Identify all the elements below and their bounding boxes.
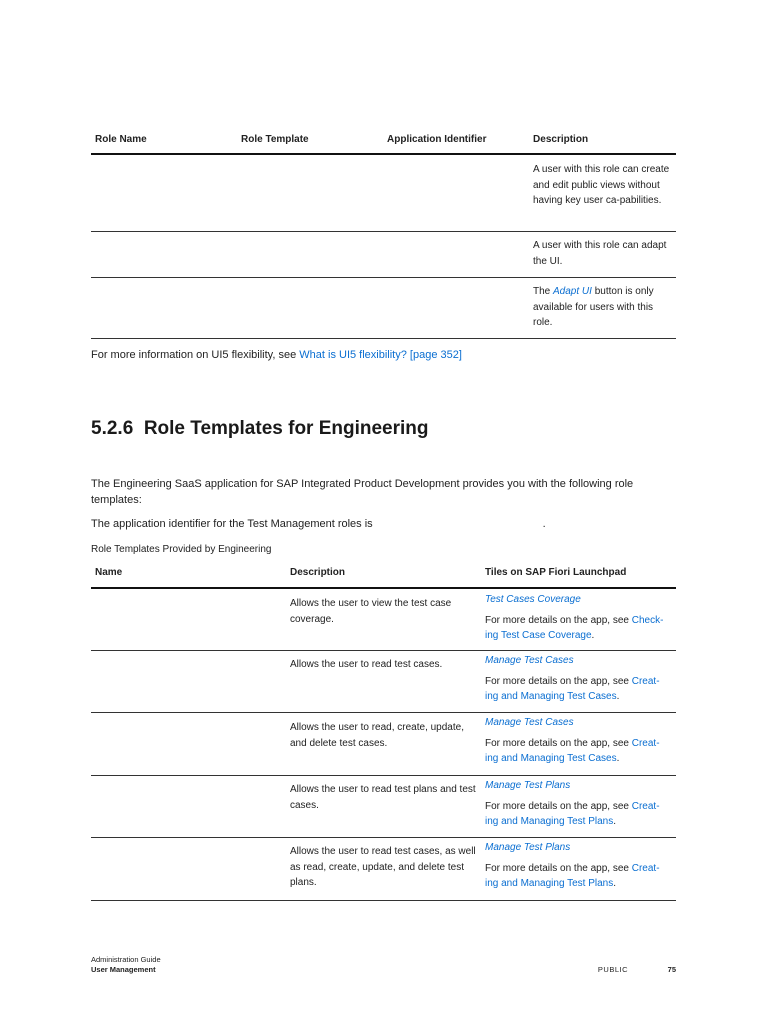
more-info-paragraph: For more information on UI5 flexibility, see What is UI5 flexibility? [page 352] [91,349,462,361]
col-application-identifier: Application Identifier [387,134,487,145]
col-description: Description [533,134,589,145]
app-doc-link[interactable]: Creat-ing and Managing Test Plans [485,800,660,827]
col-role-template: Role Template [241,134,309,145]
row-description: Allows the user to read test cases. [290,659,443,670]
footer-page-number: 75 [667,965,676,974]
tile-link[interactable]: Manage Test Plans [485,842,571,853]
app-doc-link[interactable]: Creat-ing and Managing Test Cases [485,675,660,702]
col-tiles: Tiles on SAP Fiori Launchpad [485,567,627,578]
table-row [91,278,676,339]
tile-link[interactable]: Manage Test Cases [485,717,574,728]
footer-guide: Administration Guide [91,955,161,964]
col-role-name: Role Name [95,134,147,145]
tile-link[interactable]: Manage Test Cases [485,655,574,666]
row-tiles: Manage Test Plans For more details on the app, see Creat-ing and Managing Test Plans. [481,776,676,837]
table-row [91,155,676,232]
table-row [91,651,676,713]
section-heading: 5.2.6 Role Templates for Engineering [91,418,429,439]
engineering-table-header [91,567,676,589]
table-row [91,838,676,901]
row-description: A user with this role can adapt the UI. [533,240,667,267]
intro-paragraph: The Engineering SaaS application for SAP Integrated Product Development provides you with the following role templates: [91,478,634,506]
app-doc-link[interactable]: Creat-ing and Managing Test Cases [485,737,660,764]
col-name: Name [95,567,123,578]
row-description: A user with this role can create and edit public views without having key user ca-pabilities. [533,164,670,206]
ui5-flexibility-link[interactable]: What is UI5 flexibility? [page 352] [299,349,462,361]
col-description: Description [290,567,346,578]
app-id-paragraph: The application identifier for the Test Management roles is . [91,518,546,530]
row-tiles: Manage Test Cases For more details on the app, see Creat-ing and Managing Test Cases. [481,713,676,775]
page-footer [91,955,676,974]
table-row [91,589,676,651]
row-description: Allows the user to read test plans and test cases. [290,784,476,811]
roles-table-header [91,134,676,155]
row-tiles: Test Cases Coverage For more details on the app, see Check-ing Test Case Coverage. [481,589,676,650]
row-tiles: Manage Test Cases For more details on the app, see Creat-ing and Managing Test Cases. [481,651,676,712]
footer-classification: PUBLIC [597,965,628,974]
row-description: The Adapt UI button is only available for users with this role. [533,286,654,328]
row-description: Allows the user to read, create, update, and delete test cases. [290,722,464,749]
roles-table [91,134,676,339]
table-row [91,232,676,278]
table-caption: Role Templates Provided by Engineering [91,544,272,555]
table-row [91,713,676,776]
tile-link[interactable]: Test Cases Coverage [485,594,581,605]
row-description: Allows the user to view the test case coverage. [290,598,452,625]
app-doc-link[interactable]: Creat-ing and Managing Test Plans [485,862,660,889]
footer-chapter: User Management [91,965,156,974]
tile-link[interactable]: Manage Test Plans [485,780,571,791]
row-description: Allows the user to read test cases, as well as read, create, update, and delete test plans. [290,846,476,888]
engineering-roles-table [91,567,676,901]
app-doc-link[interactable]: Check-ing Test Case Coverage [485,614,664,641]
table-row [91,776,676,838]
adapt-ui-term: Adapt UI [553,286,592,297]
row-tiles: Manage Test Plans For more details on the app, see Creat-ing and Managing Test Plans. [481,838,676,900]
